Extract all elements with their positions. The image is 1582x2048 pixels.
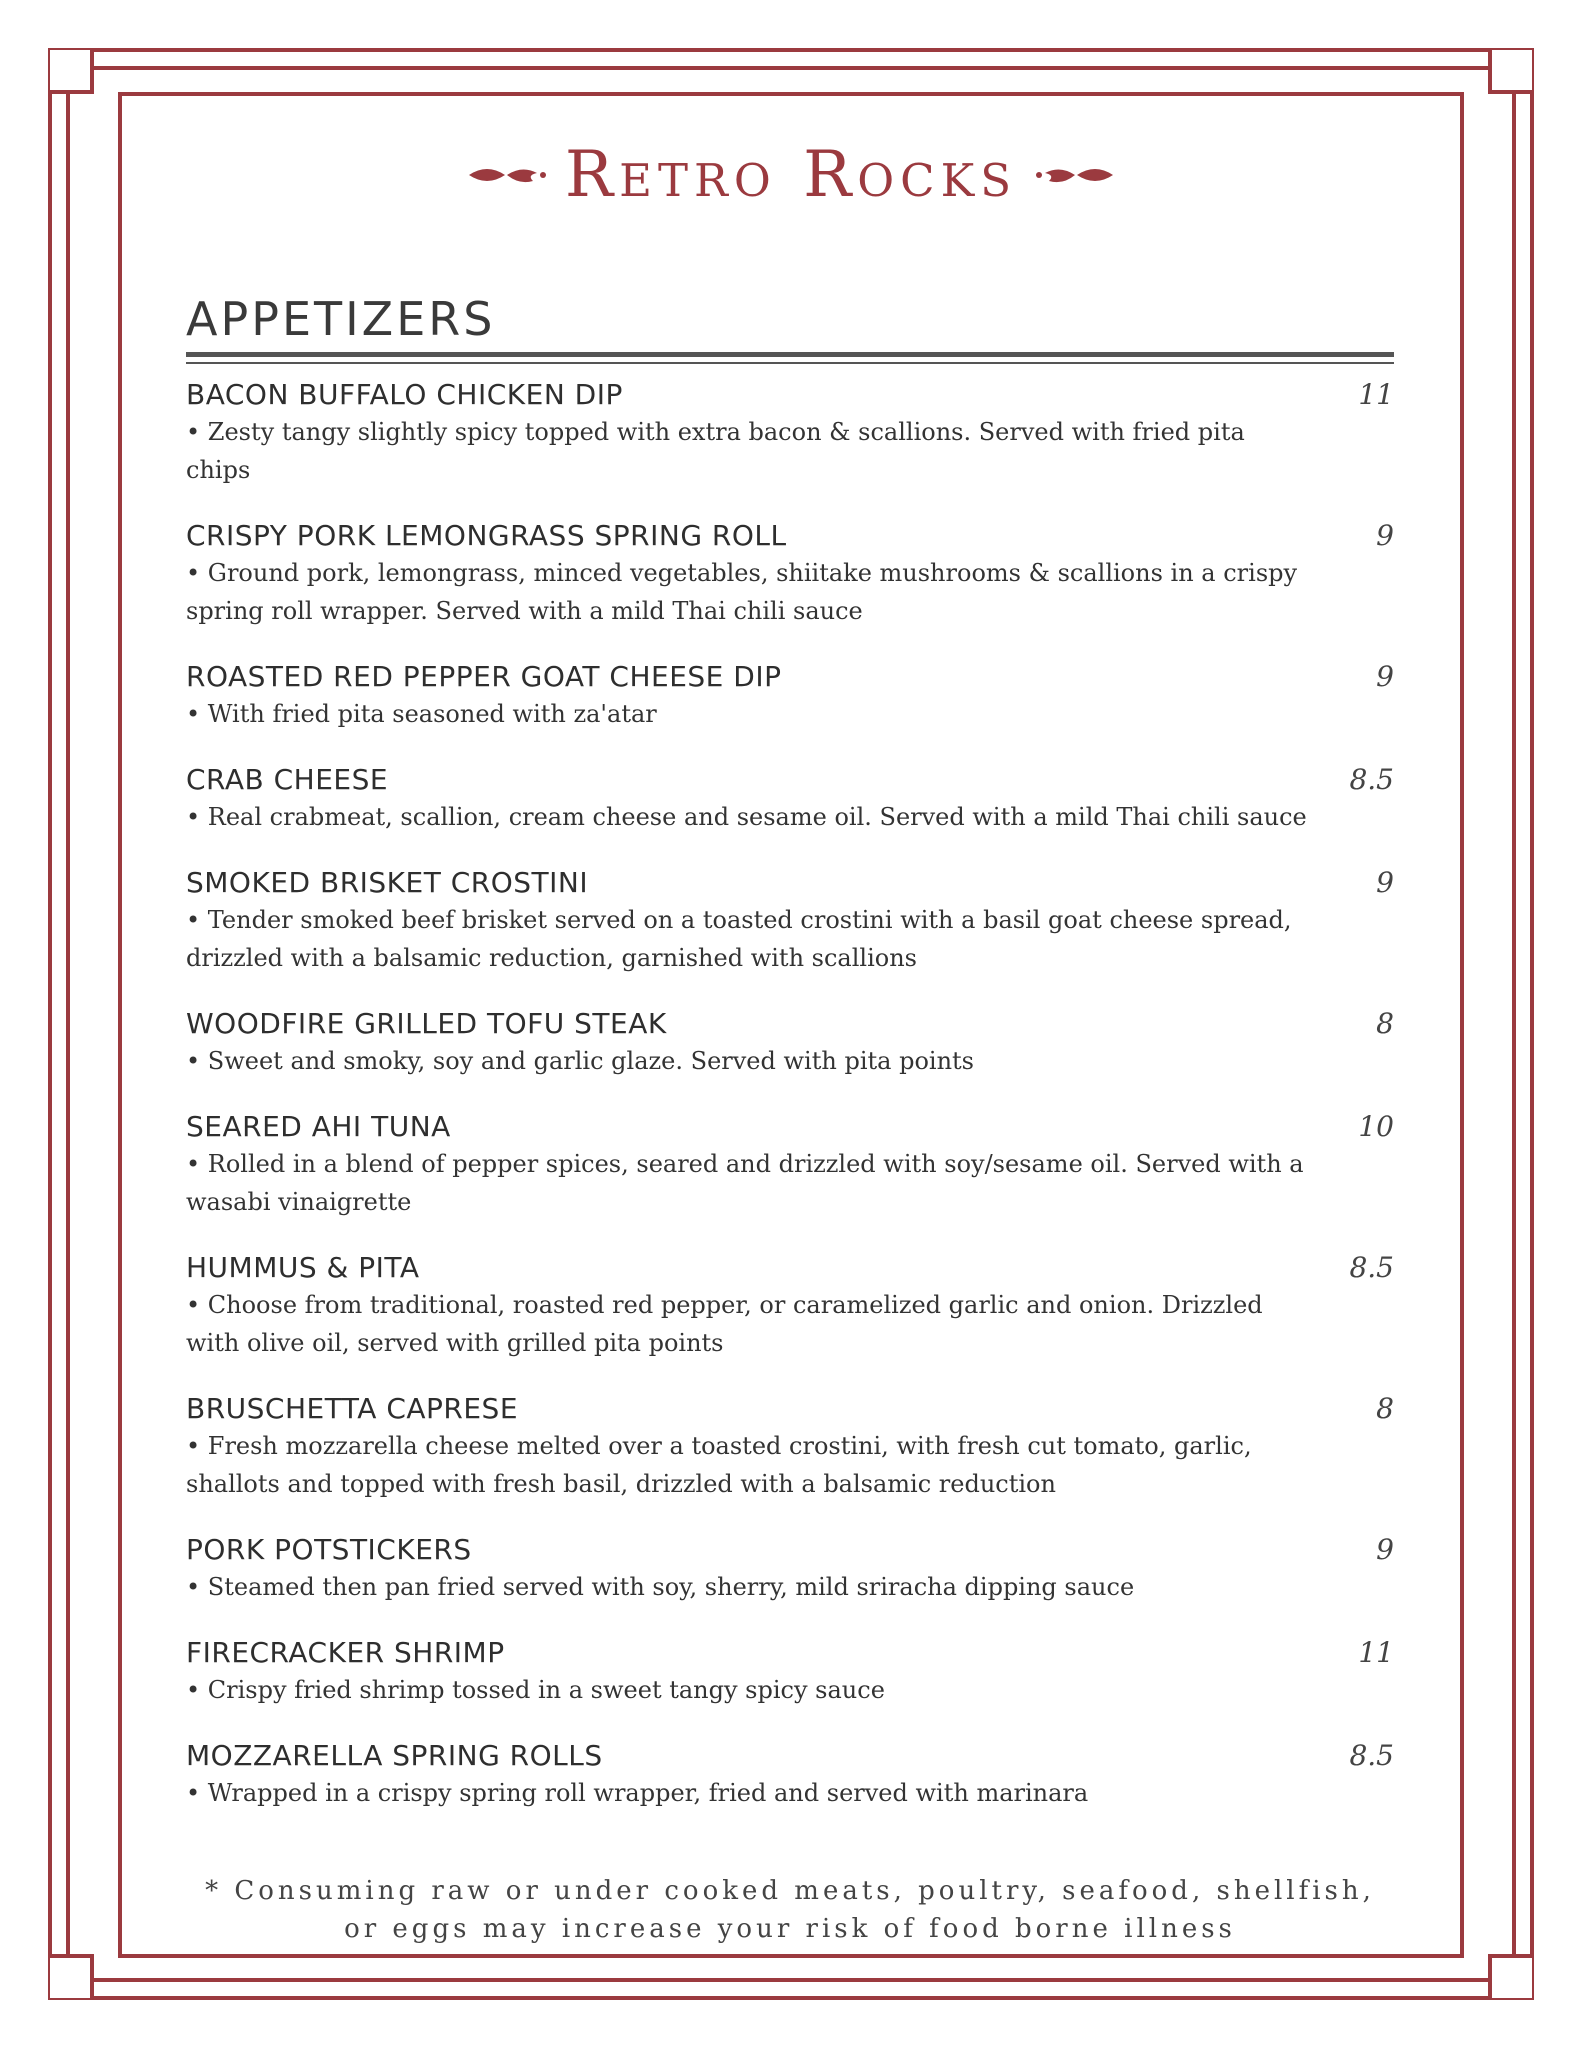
item-price: 11 (1358, 1636, 1394, 1669)
flourish-right-icon (1035, 161, 1115, 189)
item-price: 9 (1376, 660, 1394, 693)
item-description: • Wrapped in a crispy spring roll wrapper, fried and served with marinara (186, 1779, 1089, 1807)
item-description: • Steamed then pan fried served with soy, sherry, mild sriracha dipping sauce (186, 1573, 1135, 1601)
section-divider (186, 362, 1394, 364)
item-price: 8.5 (1349, 763, 1394, 796)
item-description: • Choose from traditional, roasted red pepper, or caramelized garlic and onion. Drizzled with olive oil, served with grilled pita points (186, 1291, 1263, 1357)
section-title: APPETIZERS (186, 292, 496, 346)
corner-notch (50, 50, 94, 94)
menu-item (186, 1533, 1394, 1606)
disclaimer-line-1: * Consuming raw or under cooked meats, poultry, seafood, shellfish, (205, 1876, 1375, 1906)
food-safety-disclaimer (186, 1872, 1394, 1948)
menu-item (186, 378, 1394, 489)
restaurant-name: Retro Rocks (564, 138, 1018, 212)
item-description: • With fried pita seasoned with za'atar (186, 700, 657, 728)
item-name: CRAB CHEESE (186, 763, 389, 796)
item-description: • Fresh mozzarella cheese melted over a toasted crostini, with fresh cut tomato, garlic, shallots and topped with fresh basil, drizzled with a balsamic reduction (186, 1432, 1252, 1498)
item-name: BACON BUFFALO CHICKEN DIP (186, 378, 623, 411)
header (0, 138, 1582, 212)
item-price: 8.5 (1349, 1739, 1394, 1772)
item-description: • Zesty tangy slightly spicy topped with extra bacon & scallions. Served with fried pita chips (186, 418, 1245, 484)
corner-notch (50, 1954, 94, 1998)
item-price: 9 (1376, 866, 1394, 899)
item-name: MOZZARELLA SPRING ROLLS (186, 1739, 603, 1772)
item-price: 8 (1376, 1392, 1394, 1425)
menu-item (186, 1007, 1394, 1080)
disclaimer-line-2: or eggs may increase your risk of food borne illness (344, 1914, 1236, 1944)
item-description: • Sweet and smoky, soy and garlic glaze. Served with pita points (186, 1047, 974, 1075)
menu-item (186, 1636, 1394, 1709)
item-price: 9 (1376, 519, 1394, 552)
menu-item-list (186, 378, 1394, 1812)
item-description: • Rolled in a blend of pepper spices, seared and drizzled with soy/sesame oil. Served with a wasabi vinaigrette (186, 1150, 1304, 1216)
menu-item (186, 866, 1394, 977)
item-price: 8.5 (1349, 1251, 1394, 1284)
item-name: CRISPY PORK LEMONGRASS SPRING ROLL (186, 519, 787, 552)
flourish-left-icon (467, 161, 547, 189)
item-name: WOODFIRE GRILLED TOFU STEAK (186, 1007, 667, 1040)
item-name: HUMMUS & PITA (186, 1251, 420, 1284)
item-name: FIRECRACKER SHRIMP (186, 1636, 505, 1669)
item-price: 11 (1358, 378, 1394, 411)
item-description: • Crispy fried shrimp tossed in a sweet tangy spicy sauce (186, 1676, 885, 1704)
menu-item (186, 1110, 1394, 1221)
corner-notch (1488, 50, 1532, 94)
item-price: 8 (1376, 1007, 1394, 1040)
item-price: 9 (1376, 1533, 1394, 1566)
menu-item (186, 763, 1394, 836)
section-divider (186, 352, 1394, 357)
item-description: • Ground pork, lemongrass, minced vegetables, shiitake mushrooms & scallions in a crispy spring roll wrapper. Served with a mild Thai chili sauce (186, 559, 1298, 625)
item-price: 10 (1358, 1110, 1394, 1143)
item-name: SEARED AHI TUNA (186, 1110, 451, 1143)
menu-item (186, 660, 1394, 733)
corner-notch (1488, 1954, 1532, 1998)
item-name: ROASTED RED PEPPER GOAT CHEESE DIP (186, 660, 782, 693)
item-name: PORK POTSTICKERS (186, 1533, 472, 1566)
item-description: • Real crabmeat, scallion, cream cheese and sesame oil. Served with a mild Thai chili sauce (186, 803, 1307, 831)
menu-item (186, 1251, 1394, 1362)
menu-item (186, 519, 1394, 630)
item-description: • Tender smoked beef brisket served on a toasted crostini with a basil goat cheese spread, drizzled with a balsamic reduction, garnished with scallions (186, 906, 1292, 972)
item-name: BRUSCHETTA CAPRESE (186, 1392, 519, 1425)
menu-item (186, 1392, 1394, 1503)
menu-item (186, 1739, 1394, 1812)
item-name: SMOKED BRISKET CROSTINI (186, 866, 589, 899)
